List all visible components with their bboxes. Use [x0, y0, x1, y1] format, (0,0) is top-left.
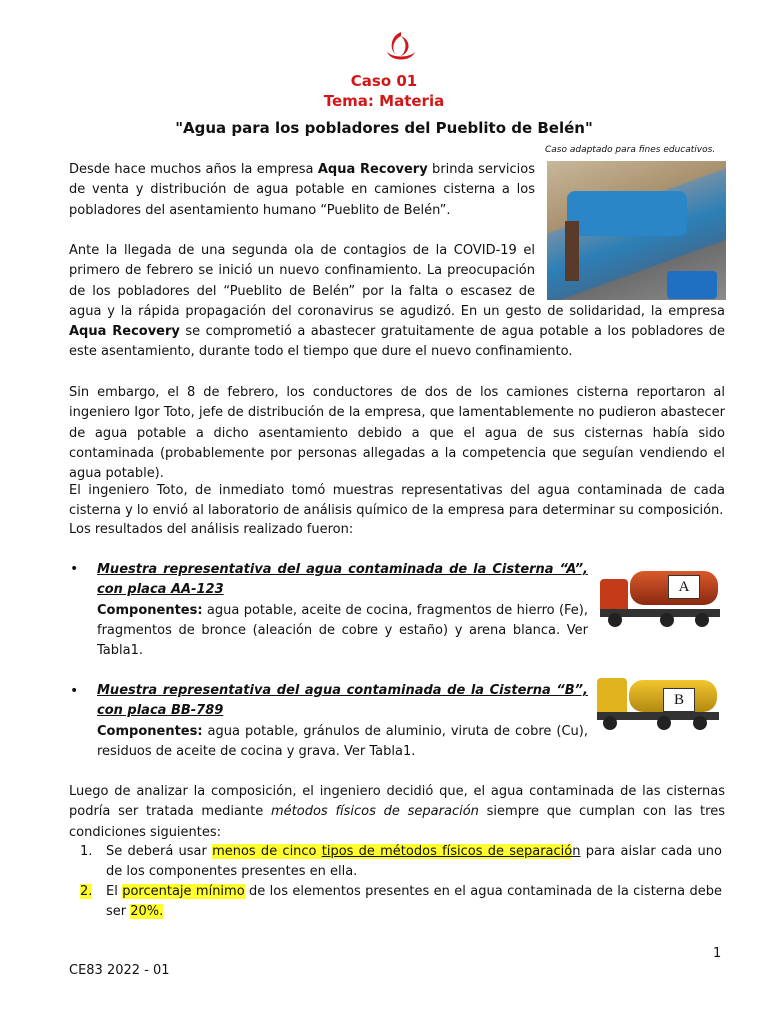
condition-1-number: 1.: [80, 844, 93, 859]
case-topic: Tema: Materia: [323, 92, 445, 110]
condition-2-number: 2.: [80, 884, 93, 899]
sample-b-title: Muestra representativa del agua contaminada de la Cisterna “B”, con placa BB-789: [97, 683, 588, 719]
paragraph-results: Los resultados del análisis realizado fueron:: [69, 522, 354, 537]
sample-b: Muestra representativa del agua contaminada de la Cisterna “B”, con placa BB-789 Componentes: agua potable, gránulos de aluminio, viruta de cobre (Cu), residuos de aceite de cocina y grava. Ver Tabla1.: [97, 683, 588, 759]
condition-2: El porcentaje mínimo de los elementos presentes en el agua contaminada de la cisterna debe ser 20%.: [106, 884, 722, 920]
course-code: CE83 2022 - 01: [69, 963, 170, 978]
case-number: Caso 01: [350, 72, 418, 90]
truck-b-label: B: [663, 688, 695, 712]
paragraph-intro: Desde hace muchos años la empresa Aqua Recovery brinda servicios de venta y distribución de agua potable en camiones cisterna a los pobladores del asentamiento humano “Pueblito de Belén”.: [69, 162, 536, 218]
condition-1: Se deberá usar menos de cinco tipos de métodos físicos de separación para aislar cada uno de los componentes presentes en ella.: [106, 844, 722, 880]
paragraph-context: Ante la llegada de una segunda ola de contagios de la COVID-19 el primero de febrero se inició un nuevo confinamiento. La preocupación de los pobladores del “Pueblito de Belén” por la falta o escasez de agua y la rápida propagación del coronavirus se agudizó. En un gesto de solidaridad, la empresa Aqua Recovery se comprometió a abastecer gratuitamente de agua potable a los pobladores de este asentamiento, durante todo el tiempo que dure el nuevo confinamiento.: [69, 243, 725, 360]
bullet-icon: •: [70, 683, 79, 699]
bullet-icon: •: [70, 561, 79, 577]
paragraph-samples: El ingeniero Toto, de inmediato tomó muestras representativas del agua contaminada de cada cisterna y lo envió al laboratorio de análisis químico de la empresa para determinar su composición.: [69, 483, 725, 519]
company-name: Aqua Recovery: [317, 162, 428, 177]
truck-a-image: [600, 559, 720, 629]
paragraph-conditions: Luego de analizar la composición, el ingeniero decidió que, el agua contaminada de las cisternas podría ser tratada mediante métodos físicos de separación siempre que cumplan con las tres condiciones siguientes:: [69, 784, 725, 840]
truck-b-image: [597, 668, 719, 734]
page-number: 1: [713, 946, 722, 961]
photo-caption: Caso adaptado para fines educativos.: [545, 145, 716, 155]
truck-a-label: A: [668, 575, 700, 599]
case-title: "Agua para los pobladores del Pueblito de Belén": [175, 119, 593, 137]
paragraph-incident: Sin embargo, el 8 de febrero, los conductores de dos de los camiones cisterna reportaron al ingeniero Igor Toto, jefe de distribución de la empresa, que lamentablemente no pudieron abastecer de agua potable a dicho asentamiento debido a que el agua de sus cisternas había sido contaminada (probablemente por personas allegadas a la competencia que seguían vendiendo el agua potable).: [69, 385, 725, 482]
university-logo-icon: [383, 30, 419, 64]
sample-a: Muestra representativa del agua contaminada de la Cisterna “A”, con placa AA-123 Componentes: agua potable, aceite de cocina, fragmentos de hierro (Fe), fragmentos de bronce (aleación de cobre y estaño) y arena blanca. Ver Tabla1.: [97, 562, 588, 659]
sample-a-title: Muestra representativa del agua contaminada de la Cisterna “A”, con placa AA-123: [97, 562, 588, 598]
company-name: Aqua Recovery: [69, 324, 180, 340]
